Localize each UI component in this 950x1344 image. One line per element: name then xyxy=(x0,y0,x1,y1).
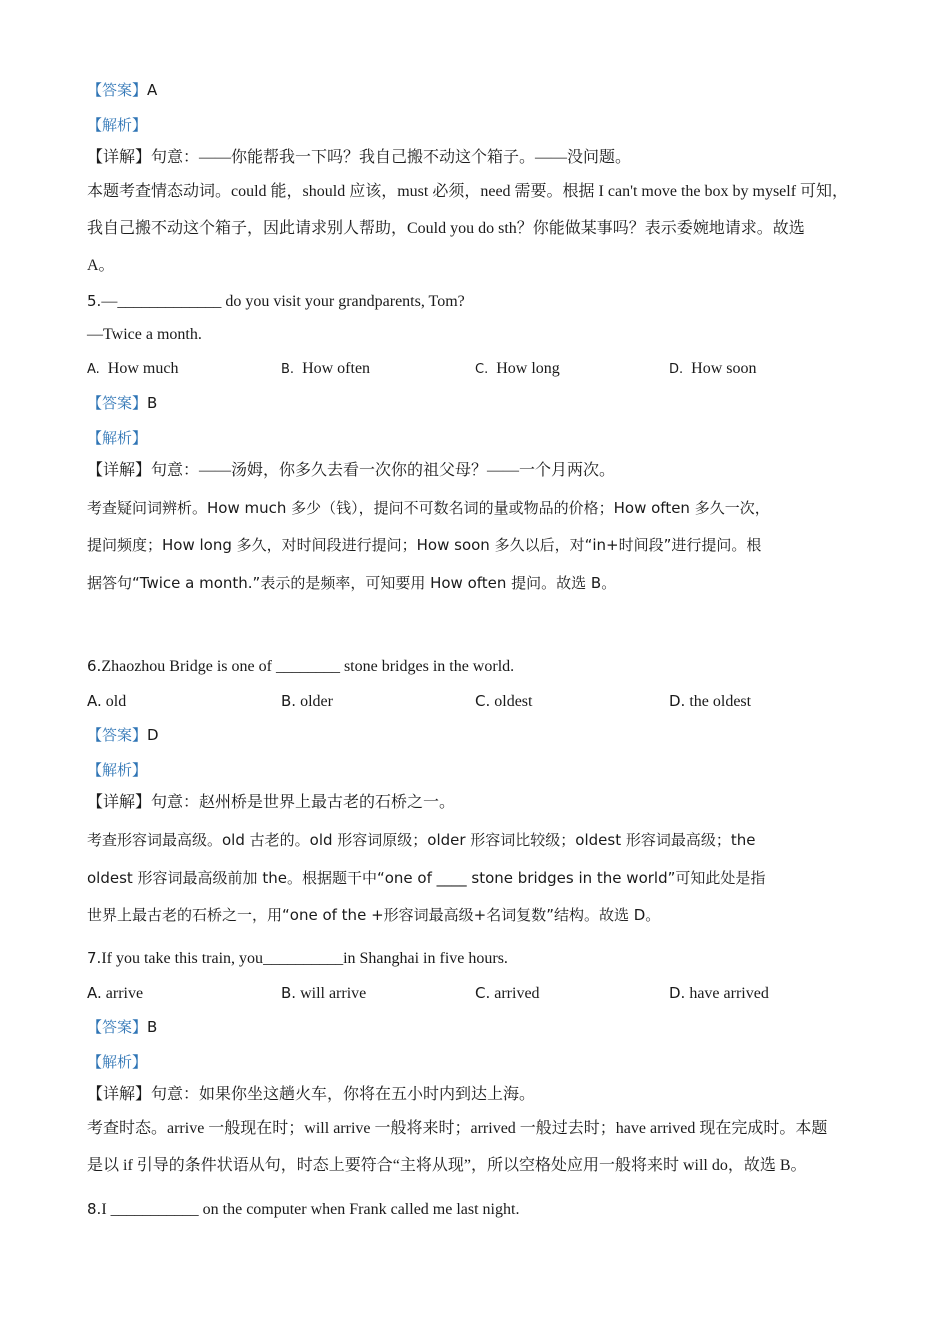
q8-question: 8.I ___________ on the computer when Frank called me last night. xyxy=(87,1200,520,1218)
q6-option-d: D. the oldest xyxy=(669,692,752,710)
answer-value: D xyxy=(147,726,159,744)
detail-tag: 【详解】 xyxy=(87,794,152,811)
q6-option-c: C. oldest xyxy=(475,692,533,710)
q5-explanation-3: 据答句“Twice a month.”表示的是频率，可知要用 How often 提问。故选 B。 xyxy=(87,574,617,592)
q6-answer xyxy=(87,725,890,746)
analysis-tag: 【解析】 xyxy=(87,429,148,447)
q6-option-a: A. old xyxy=(87,692,127,710)
analysis-tag: 【解析】 xyxy=(87,761,148,779)
q5-option-b: B. How often xyxy=(281,360,371,377)
q4-explanation-2: 我自己搬不动这个箱子，因此请求别人帮助，Could you do sth？你能做某事吗？表示委婉地请求。故选 xyxy=(87,220,805,237)
answer-blank: _____________ xyxy=(117,293,222,310)
question-number: 8. xyxy=(87,1200,102,1218)
q4-explanation-3: A。 xyxy=(87,257,115,274)
answer-tag: 【答案】 xyxy=(87,394,148,412)
q7-option-b: B. will arrive xyxy=(281,984,367,1002)
answer-value: A xyxy=(147,81,158,99)
q7-option-c: C. arrived xyxy=(475,984,540,1002)
answer-value: B xyxy=(147,1018,158,1036)
q5-explanation-1: 考查疑问词辨析。How much 多少（钱），提问不可数名词的量或物品的价格；How often 多久一次， xyxy=(87,499,770,517)
q7-detail xyxy=(87,1085,890,1105)
q7-explanation-2: 是以 if 引导的条件状语从句，时态上要符合“主将从现”，所以空格处应用一般将来时 will do，故选 B。 xyxy=(87,1157,807,1174)
question-number: 7. xyxy=(87,949,102,967)
answer-tag: 【答案】 xyxy=(87,81,148,99)
q7-question: 7.If you take this train, you__________in Shanghai in five hours. xyxy=(87,949,508,967)
q7-option-a: A. arrive xyxy=(87,984,144,1002)
detail-text: 句意：赵州桥是世界上最古老的石桥之一。 xyxy=(151,794,456,811)
q5-explanation-2: 提问频度；How long 多久，对时间段进行提问；How soon 多久以后，对“in+时间段”进行提问。根 xyxy=(87,536,762,554)
detail-text: 句意：——你能帮我一下吗？我自己搬不动这个箱子。——没问题。 xyxy=(151,149,632,166)
q5-detail xyxy=(87,461,890,481)
q5-option-c: C. How long xyxy=(475,360,560,377)
q5-reply: —Twice a month. xyxy=(87,326,202,343)
detail-text: 句意：如果你坐这趟火车，你将在五小时内到达上海。 xyxy=(151,1086,536,1103)
q7-analysis-tag xyxy=(87,1052,890,1073)
answer-tag: 【答案】 xyxy=(87,1018,148,1036)
analysis-tag: 【解析】 xyxy=(87,1053,148,1071)
q5-option-d: D. How soon xyxy=(669,360,757,377)
detail-text: 句意：——汤姆，你多久去看一次你的祖父母？——一个月两次。 xyxy=(151,462,616,479)
q5-option-a: A. How much xyxy=(87,360,179,377)
q6-detail xyxy=(87,793,890,813)
q6-question: 6.Zhaozhou Bridge is one of ________ stone bridges in the world. xyxy=(87,657,515,675)
q7-explanation-1: 考查时态。arrive 一般现在时；will arrive 一般将来时；arrived 一般过去时；have arrived 现在完成时。本题 xyxy=(87,1120,828,1137)
q6-analysis-tag xyxy=(87,760,890,781)
analysis-tag: 【解析】 xyxy=(87,116,148,134)
detail-tag: 【详解】 xyxy=(87,462,152,479)
q5-question: 5.—_____________ do you visit your grandparents, Tom? xyxy=(87,292,465,310)
q6-explanation-2: oldest 形容词最高级前加 the。根据题干中“one of ____ stone bridges in the world”可知此处是指 xyxy=(87,869,766,887)
q4-explanation-1: 本题考查情态动词。could 能，should 应该，must 必须，need 需要。根据 I can't move the box by myself 可知， xyxy=(87,183,849,200)
detail-tag: 【详解】 xyxy=(87,149,152,166)
q7-option-d: D. have arrived xyxy=(669,984,769,1002)
q4-detail xyxy=(87,148,890,168)
question-number: 5. xyxy=(87,292,102,310)
q6-explanation-3: 世界上最古老的石桥之一，用“one of the +形容词最高级+名词复数”结构。故选 D。 xyxy=(87,906,661,924)
answer-value: B xyxy=(147,394,158,412)
q5-analysis-tag xyxy=(87,428,890,449)
q5-answer xyxy=(87,393,890,414)
answer-blank: __________ xyxy=(263,950,344,967)
q7-answer xyxy=(87,1017,890,1038)
q6-option-b: B. older xyxy=(281,692,333,710)
answer-tag: 【答案】 xyxy=(87,726,148,744)
q6-explanation-1: 考查形容词最高级。old 古老的。old 形容词原级；older 形容词比较级；oldest 形容词最高级；the xyxy=(87,831,756,849)
question-number: 6. xyxy=(87,657,102,675)
q4-analysis-tag xyxy=(87,115,890,136)
detail-tag: 【详解】 xyxy=(87,1086,152,1103)
q4-answer xyxy=(87,80,890,101)
